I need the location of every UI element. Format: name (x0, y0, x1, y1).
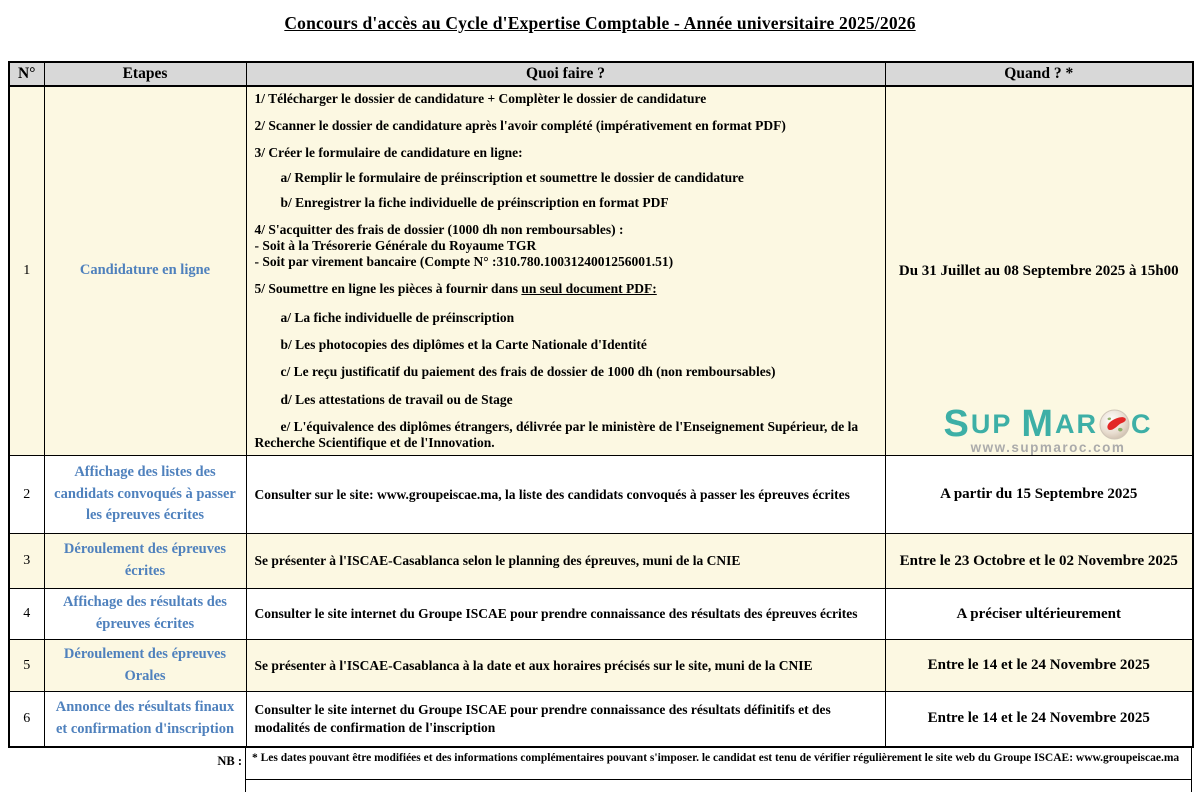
row3-date: Entre le 23 Octobre et le 02 Novembre 2025 (885, 534, 1193, 589)
row2-date: A partir du 15 Septembre 2025 (885, 456, 1193, 534)
logo-letter: C (1131, 408, 1153, 439)
step-3a: a/ Remplir le formulaire de préinscription et soumettre le dossier de candidature (280, 170, 744, 185)
step-5a: a/ La fiche individuelle de préinscription (280, 310, 515, 325)
step-5c: c/ Le reçu justificatif du paiement des frais de dossier de 1000 dh (non remboursables) (280, 364, 776, 379)
header-quand: Quand ? * (885, 62, 1193, 86)
schedule-table (8, 61, 1194, 748)
page-title: Concours d'accès au Cycle d'Expertise Comptable - Année universitaire 2025/2026 (284, 13, 916, 33)
row1-date: Du 31 Juillet au 08 Septembre 2025 à 15h00 (898, 262, 1179, 279)
step-1: 1/ Télécharger le dossier de candidature + Complèter le dossier de candidature (254, 91, 707, 106)
row3-instructions: Se présenter à l'ISCAE-Casablanca selon le planning des épreuves, muni de la CNIE (246, 534, 885, 589)
footnote-text: * Les dates pouvant être modifiées et des informations complémentaires pouvant s'imposer. le candidat est tenu de vérifier régulièrement le site web du Groupe ISCAE: www.groupeiscae.ma (245, 748, 1192, 780)
row4-instructions: Consulter le site internet du Groupe ISCAE pour prendre connaissance des résultats des épreuves écrites (246, 589, 885, 640)
row5-date: Entre le 14 et le 24 Novembre 2025 (885, 640, 1193, 692)
step-3b: b/ Enregistrer la fiche individuelle de préinscription en format PDF (280, 195, 669, 210)
row1-quand-cell (885, 86, 1193, 456)
nb-label: NB : (217, 753, 242, 768)
row4-number: 4 (9, 589, 44, 640)
step-5-prefix: 5/ Soumettre en ligne les pièces à fournir dans (254, 281, 522, 296)
logo-letters: AR (1055, 408, 1099, 439)
supmaroc-logo (912, 405, 1184, 455)
row6-etape: Annonce des résultats finaux et confirmation d'inscription (44, 692, 246, 747)
row5-etape: Déroulement des épreuves Orales (44, 640, 246, 692)
row4-etape: Affichage des résultats des épreuves écrites (44, 589, 246, 640)
logo-letter: S (943, 403, 971, 445)
table-row-2 (9, 456, 1193, 534)
row6-number: 6 (9, 692, 44, 747)
step-5-underlined: un seul document PDF: (521, 281, 657, 296)
logo-letters: UP (970, 408, 1013, 439)
table-row-6 (9, 692, 1193, 747)
supmaroc-url: www.supmaroc.com (970, 440, 1126, 455)
row2-instructions: Consulter sur le site: www.groupeiscae.ma, la liste des candidats convoqués à passer les épreuves écrites (246, 456, 885, 534)
step-5b: b/ Les photocopies des diplômes et la Carte Nationale d'Identité (280, 337, 647, 352)
header-etapes: Etapes (44, 62, 246, 86)
row2-etape: Affichage des listes des candidats convoqués à passer les épreuves écrites (44, 456, 246, 534)
row5-number: 5 (9, 640, 44, 692)
row1-etape: Candidature en ligne (44, 86, 246, 456)
header-num: N° (9, 62, 44, 86)
step-4-tgr: - Soit à la Trésorerie Générale du Royaume TGR (254, 238, 537, 253)
table-row-3 (9, 534, 1193, 589)
table-row-5 (9, 640, 1193, 692)
row6-date: Entre le 14 et le 24 Novembre 2025 (885, 692, 1193, 747)
step-5 (255, 281, 877, 297)
row2-number: 2 (9, 456, 44, 534)
footnote-empty-cell (245, 780, 1192, 792)
row4-date: A préciser ultérieurement (885, 589, 1193, 640)
step-4: 4/ S'acquitter des frais de dossier (1000 dh non remboursables) : (254, 222, 624, 237)
table-header-row (9, 62, 1193, 86)
row3-number: 3 (9, 534, 44, 589)
step-3: 3/ Créer le formulaire de candidature en ligne: (254, 145, 523, 160)
step-4-bank: - Soit par virement bancaire (Compte N° :310.780.1003124001256001.51) (254, 254, 674, 269)
step-2: 2/ Scanner le dossier de candidature après l'avoir complété (impérativement en format PDF) (254, 118, 786, 133)
table-row-4 (9, 589, 1193, 640)
row5-instructions: Se présenter à l'ISCAE-Casablanca à la date et aux horaires précisés sur le site, muni de la CNIE (246, 640, 885, 692)
row1-instructions (246, 86, 885, 456)
globe-icon (1099, 409, 1130, 440)
step-5d: d/ Les attestations de travail ou de Stage (280, 392, 513, 407)
header-quoi-faire: Quoi faire ? (246, 62, 885, 86)
supmaroc-logo-text (912, 405, 1184, 443)
row6-instructions: Consulter le site internet du Groupe ISCAE pour prendre connaissance des résultats définitifs et des modalités de confirmation de l'inscription (246, 692, 885, 747)
row1-number: 1 (9, 86, 44, 456)
step-5e: e/ L'équivalence des diplômes étrangers, délivrée par le ministère de l'Enseignement Supérieur, de la Recherche Scientifique et de l'Innovation. (254, 419, 859, 450)
row3-etape: Déroulement des épreuves écrites (44, 534, 246, 589)
table-row-1 (9, 86, 1193, 456)
footnote-section (8, 748, 1192, 792)
logo-letter: M (1021, 403, 1056, 445)
